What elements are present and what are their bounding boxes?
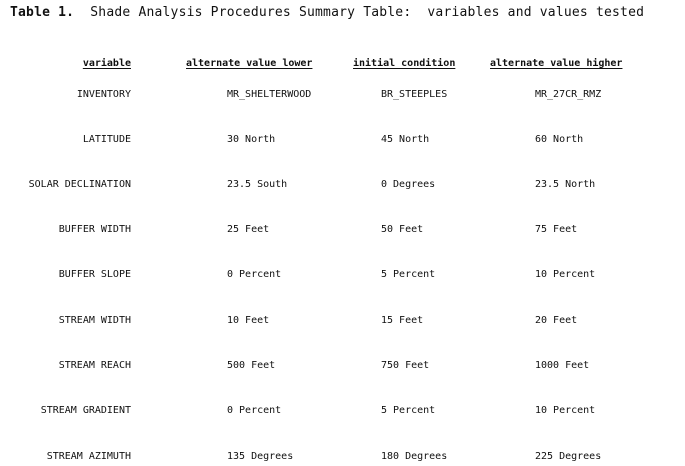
- table-caption: Shade Analysis Procedures Summary Table: variables and values tested: [90, 5, 645, 20]
- variable-cell: BUFFER WIDTH: [58, 224, 131, 235]
- table-row: [0, 224, 685, 238]
- initial-value-cell: 45 North: [381, 134, 430, 145]
- lower-value-cell: 0 Percent: [227, 269, 282, 280]
- variable-cell: LATITUDE: [82, 134, 131, 145]
- table-title: [10, 5, 644, 20]
- column-header-alternate-value-higher: alternate value higher: [490, 58, 623, 69]
- higher-value-cell: 75 Feet: [535, 224, 578, 235]
- higher-value-cell: 1000 Feet: [535, 360, 590, 371]
- lower-value-cell: 500 Feet: [227, 360, 276, 371]
- lower-value-cell: 0 Percent: [227, 405, 282, 416]
- higher-value-cell: 225 Degrees: [535, 451, 602, 462]
- lower-value-cell: 25 Feet: [227, 224, 270, 235]
- table-row: [0, 269, 685, 283]
- lower-value-cell: MR_SHELTERWOOD: [227, 89, 312, 100]
- column-header-variable: variable: [82, 58, 131, 69]
- column-header-alternate-value-lower: alternate value lower: [186, 58, 313, 69]
- initial-value-cell: 180 Degrees: [381, 451, 448, 462]
- table-row: [0, 451, 685, 465]
- variable-cell: INVENTORY: [76, 89, 131, 100]
- table-row: [0, 315, 685, 329]
- higher-value-cell: 23.5 North: [535, 179, 596, 190]
- variable-cell: STREAM WIDTH: [58, 315, 131, 326]
- higher-value-cell: 20 Feet: [535, 315, 578, 326]
- higher-value-cell: 10 Percent: [535, 269, 596, 280]
- lower-value-cell: 30 North: [227, 134, 276, 145]
- higher-value-cell: 10 Percent: [535, 405, 596, 416]
- variable-cell: STREAM GRADIENT: [40, 405, 131, 416]
- initial-value-cell: 15 Feet: [381, 315, 424, 326]
- initial-value-cell: 50 Feet: [381, 224, 424, 235]
- variable-cell: STREAM AZIMUTH: [46, 451, 131, 462]
- initial-value-cell: 750 Feet: [381, 360, 430, 371]
- lower-value-cell: 135 Degrees: [227, 451, 294, 462]
- variable-cell: BUFFER SLOPE: [58, 269, 131, 280]
- column-header-initial-condition: initial condition: [353, 58, 456, 69]
- variable-cell: STREAM REACH: [58, 360, 131, 371]
- higher-value-cell: MR_27CR_RMZ: [535, 89, 602, 100]
- lower-value-cell: 23.5 South: [227, 179, 288, 190]
- table-row: [0, 360, 685, 374]
- variable-cell: SOLAR DECLINATION: [28, 179, 131, 190]
- table-row: [0, 134, 685, 148]
- initial-value-cell: 0 Degrees: [381, 179, 436, 190]
- initial-value-cell: 5 Percent: [381, 405, 436, 416]
- table-number: Table 1.: [10, 5, 75, 20]
- initial-value-cell: 5 Percent: [381, 269, 436, 280]
- higher-value-cell: 60 North: [535, 134, 584, 145]
- table-row: [0, 89, 685, 103]
- lower-value-cell: 10 Feet: [227, 315, 270, 326]
- table-row: [0, 405, 685, 419]
- initial-value-cell: BR_STEEPLES: [381, 89, 448, 100]
- table-row: [0, 179, 685, 193]
